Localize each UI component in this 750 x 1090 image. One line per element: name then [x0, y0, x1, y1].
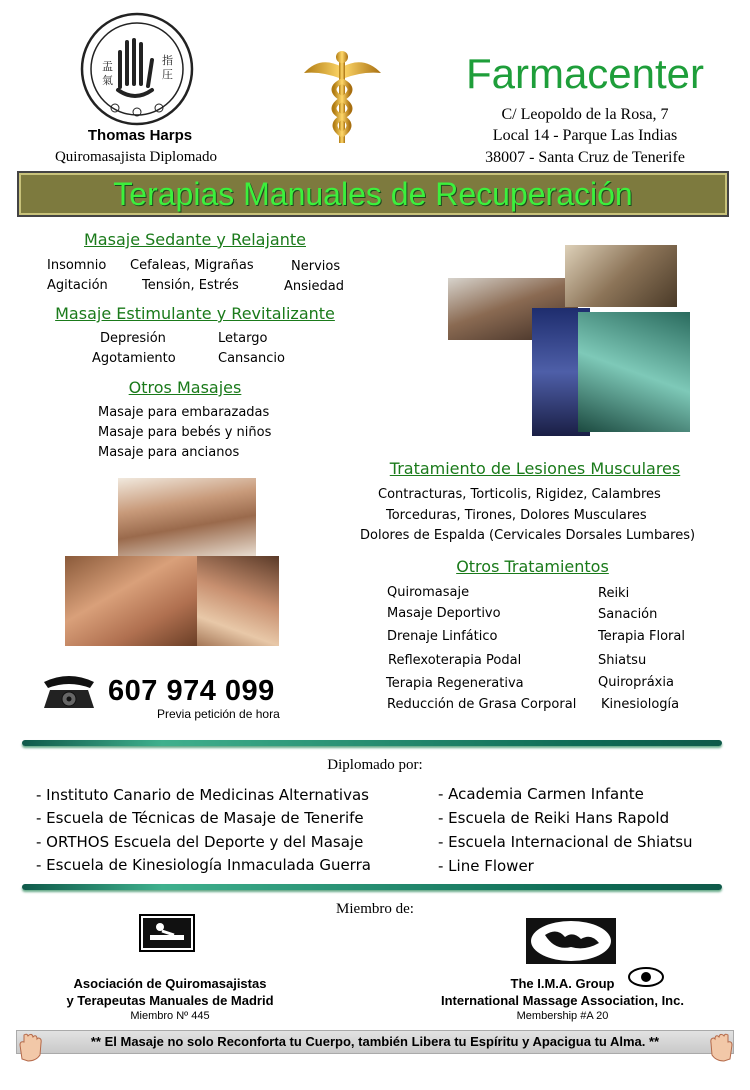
- item-depresion: Depresión: [100, 331, 166, 346]
- item-bebes: Masaje para bebés y niños: [98, 425, 272, 440]
- org2-line-2: International Massage Association, Inc.: [441, 993, 684, 1008]
- practitioner-name: Thomas Harps: [87, 127, 193, 144]
- treatment-left-1: Masaje Deportivo: [387, 606, 501, 621]
- treatment-right-1: Sanación: [598, 607, 658, 622]
- practitioner-title: Quiromasajista Diplomado: [54, 149, 218, 165]
- address-line-3: 38007 - Santa Cruz de Tenerife: [485, 149, 685, 166]
- item-cansancio: Cansancio: [218, 351, 285, 366]
- section-title-otros-tratamientos: Otros Tratamientos: [456, 557, 609, 576]
- treatment-right-2: Terapia Floral: [598, 629, 685, 644]
- item-agotamiento: Agotamiento: [92, 351, 176, 366]
- org2-line-3: Membership #A 20: [516, 1010, 609, 1022]
- item-nervios: Nervios: [291, 259, 341, 274]
- item-embarazadas: Masaje para embarazadas: [98, 405, 270, 420]
- treatment-right-3: Shiatsu: [598, 653, 647, 668]
- item-cefaleas: Cefaleas, Migrañas: [130, 258, 254, 273]
- association-logo-massage-icon: [138, 913, 196, 953]
- treatment-left-2: Drenaje Linfático: [387, 629, 498, 644]
- svg-text:圧: 圧: [162, 68, 173, 81]
- massage-photo-back: [65, 556, 197, 646]
- phone-note: Previa petición de hora: [157, 707, 280, 721]
- item-insomnio: Insomnio: [47, 258, 107, 273]
- section-title-sedante: Masaje Sedante y Relajante: [84, 230, 306, 249]
- title-banner: [17, 171, 729, 217]
- diplomado-left-1: - Escuela de Técnicas de Masaje de Tenerife: [36, 809, 364, 827]
- section-title-estimulante: Masaje Estimulante y Revitalizante: [55, 304, 335, 323]
- item-ancianos: Masaje para ancianos: [98, 445, 240, 460]
- ima-globe-logo: [525, 917, 617, 965]
- treatment-right-4: Quiropráxia: [598, 675, 674, 690]
- org1-line-1: Asociación de Quiromasajistas: [73, 976, 267, 991]
- diplomado-right-2: - Escuela Internacional de Shiatsu: [438, 833, 693, 851]
- treatment-left-0: Quiromasaje: [387, 585, 470, 600]
- org1-line-3: Miembro Nº 445: [130, 1010, 210, 1022]
- diplomado-left-0: - Instituto Canario de Medicinas Alternativas: [36, 786, 369, 804]
- diplomado-title: Diplomado por:: [327, 757, 423, 773]
- item-ansiedad: Ansiedad: [284, 279, 344, 294]
- org2-line-1: The I.M.A. Group: [510, 976, 615, 991]
- caduceus-icon: [300, 45, 385, 145]
- item-contracturas: Contracturas, Torticolis, Rigidez, Calambres: [378, 487, 661, 502]
- svg-text:盂: 盂: [102, 60, 113, 73]
- svg-text:指: 指: [162, 54, 173, 67]
- hand-icon-right: [704, 1031, 736, 1063]
- divider-bottom: [22, 884, 722, 890]
- banner-title: Terapias Manuales de Recuperación: [113, 176, 633, 212]
- footer-slogan: ** El Masaje no solo Reconforta tu Cuerpo, también Libera tu Espíritu y Apacigua tu Alma. **: [90, 1034, 660, 1049]
- address-line-1: C/ Leopoldo de la Rosa, 7: [501, 106, 669, 123]
- phone-number[interactable]: 607 974 099: [108, 675, 275, 707]
- item-tension: Tensión, Estrés: [142, 278, 239, 293]
- section-title-otros-masajes: Otros Masajes: [128, 378, 242, 397]
- seal-logo: [80, 12, 195, 127]
- section-title-lesiones: Tratamiento de Lesiones Musculares: [389, 459, 681, 478]
- massage-photo-shoulder: [197, 556, 279, 646]
- item-agitacion: Agitación: [47, 278, 108, 293]
- massage-photo-sepia: [565, 245, 677, 307]
- treatment-right-5: Kinesiología: [601, 697, 680, 712]
- diplomado-left-3: - Escuela de Kinesiología Inmaculada Guerra: [36, 856, 371, 874]
- diplomado-right-0: - Academia Carmen Infante: [438, 785, 644, 803]
- address-line-2: Local 14 - Parque Las Indias: [492, 127, 678, 144]
- treatment-left-4: Terapia Regenerativa: [386, 676, 524, 691]
- item-letargo: Letargo: [218, 331, 268, 346]
- treatment-left-5: Reducción de Grasa Corporal: [387, 697, 577, 712]
- massage-photo-teal: [578, 312, 690, 432]
- diplomado-right-3: - Line Flower: [438, 857, 534, 875]
- diplomado-left-2: - ORTHOS Escuela del Deporte y del Masaje: [36, 833, 364, 851]
- treatment-right-0: Reiki: [598, 586, 630, 601]
- svg-text:氣: 氣: [102, 74, 113, 87]
- treatment-left-3: Reflexoterapia Podal: [388, 653, 522, 668]
- item-dolores-espalda: Dolores de Espalda (Cervicales Dorsales Lumbares): [360, 528, 696, 543]
- business-name: Farmacenter: [465, 50, 705, 97]
- diplomado-right-1: - Escuela de Reiki Hans Rapold: [438, 809, 670, 827]
- massage-photo-hands-top: [118, 478, 256, 556]
- miembro-title: Miembro de:: [336, 901, 414, 917]
- divider-top: [22, 740, 722, 746]
- item-torceduras: Torceduras, Tirones, Dolores Musculares: [386, 508, 647, 523]
- telephone-icon: [38, 670, 100, 710]
- org1-line-2: y Terapeutas Manuales de Madrid: [66, 993, 274, 1008]
